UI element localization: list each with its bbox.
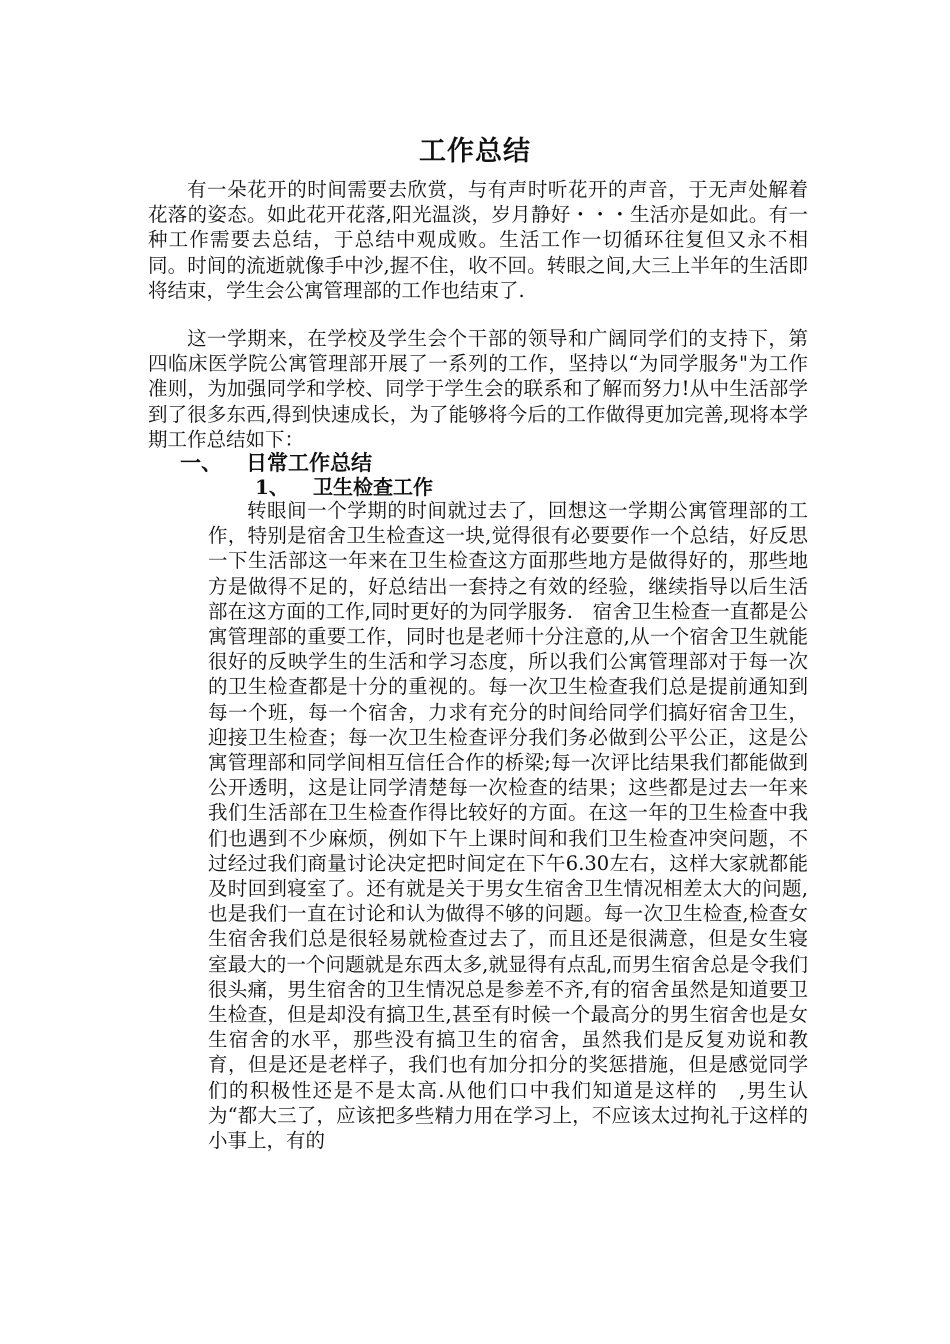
hygiene-inspection-paragraph: 转眼间一个学期的时间就过去了，回想这一学期公寓管理部的工作，特别是宿舍卫生检查这一块,觉得很有必要要作一个总结，好反思一下生活部这一年来在卫生检查这方面那些地方是做得好的，那些地方是做得不足的，好总结出一套持之有效的经验，继续指导以后生活部在这方面的工作,同时更好的为同学服务. 宿舍卫生检查一直都是公寓管理部的重要工作，同时也是老师十分注意的,从一个宿舍卫生就能很好的反映学生的生活和学习态度，所以我们公寓管理部对于每一次的卫生检查都是十分的重视的。每一次卫生检查我们总是提前通知到每一个班，每一个宿舍，力求有充分的时间给同学们搞好宿舍卫生，迎接卫生检查；每一次卫生检查评分我们务必做到公平公正，这是公寓管理部和同学间相互信任合作的桥梁;每一次评比结果我们都能做到公开透明，这是让同学清楚每一次检查的结果；这些都是过去一年来我们生活部在卫生检查作得比较好的方面。在这一年的卫生检查中我们也遇到不少麻烦，例如下午上课时间和我们卫生检查冲突问题，不过经过我们商量讨论决定把时间定在下午6.30左右，这样大家就都能及时回到寝室了。还有就是关于男女生宿舍卫生情况相差太大的问题,也是我们一直在讨论和认为做得不够的问题。每一次卫生检查,检查女生宿舍我们总是很轻易就检查过去了，而且还是很满意，但是女生寝室最大的一个问题就是东西太多,就显得有点乱,而男生宿舍总是令我们很头痛，男生宿舍的卫生情况总是参差不齐,有的宿舍虽然是知道要卫生检查，但是却没有搞卫生,甚至有时候一个最高分的男生宿舍也是女生宿舍的水平，那些没有搞卫生的宿舍，虽然我们是反复劝说和教育，但是还是老样子，我们也有加分扣分的奖惩措施，但是感觉同学们的积极性还是不是太高.从他们口中我们知道是这样的 ,男生认为“都大三了，应该把多些精力用在学习上，不应该太过拘礼于这样的小事上，有的 — [208, 499, 808, 1153]
subsection-title: 卫生检查工作 — [313, 475, 433, 499]
intro-paragraph: 有一朵花开的时间需要去欣赏，与有声时听花开的声音，于无声处解着花落的姿态。如此花开花落,阳光温淡，岁月静好・・・生活亦是如此。有一种工作需要去总结，于总结中观成败。生活工作一切循环往复但又永不相同。时间的流逝就像手中沙,握不住，收不回。转眼之间,大三上半年的生活即将结束，学生会公寓管理部的工作也结束了. — [148, 178, 808, 302]
section-title: 日常工作总结 — [246, 450, 372, 475]
section-heading — [180, 450, 372, 476]
section-number: 一、 — [180, 450, 222, 475]
purpose-paragraph: 这一学期来，在学校及学生会个干部的领导和广阔同学们的支持下，第四临床医学院公寓管理部开展了一系列的工作，坚持以“为同学服务"为工作准则，为加强同学和学校、同学于学生会的联系和了解而努力!从中生活部学到了很多东西,得到快速成长，为了能够将今后的工作做得更加完善,现将本学期工作总结如下： — [148, 327, 808, 451]
subsection-heading — [255, 474, 433, 500]
document-title: 工作总结 — [419, 136, 531, 167]
subsection-number: 1、 — [255, 475, 289, 499]
